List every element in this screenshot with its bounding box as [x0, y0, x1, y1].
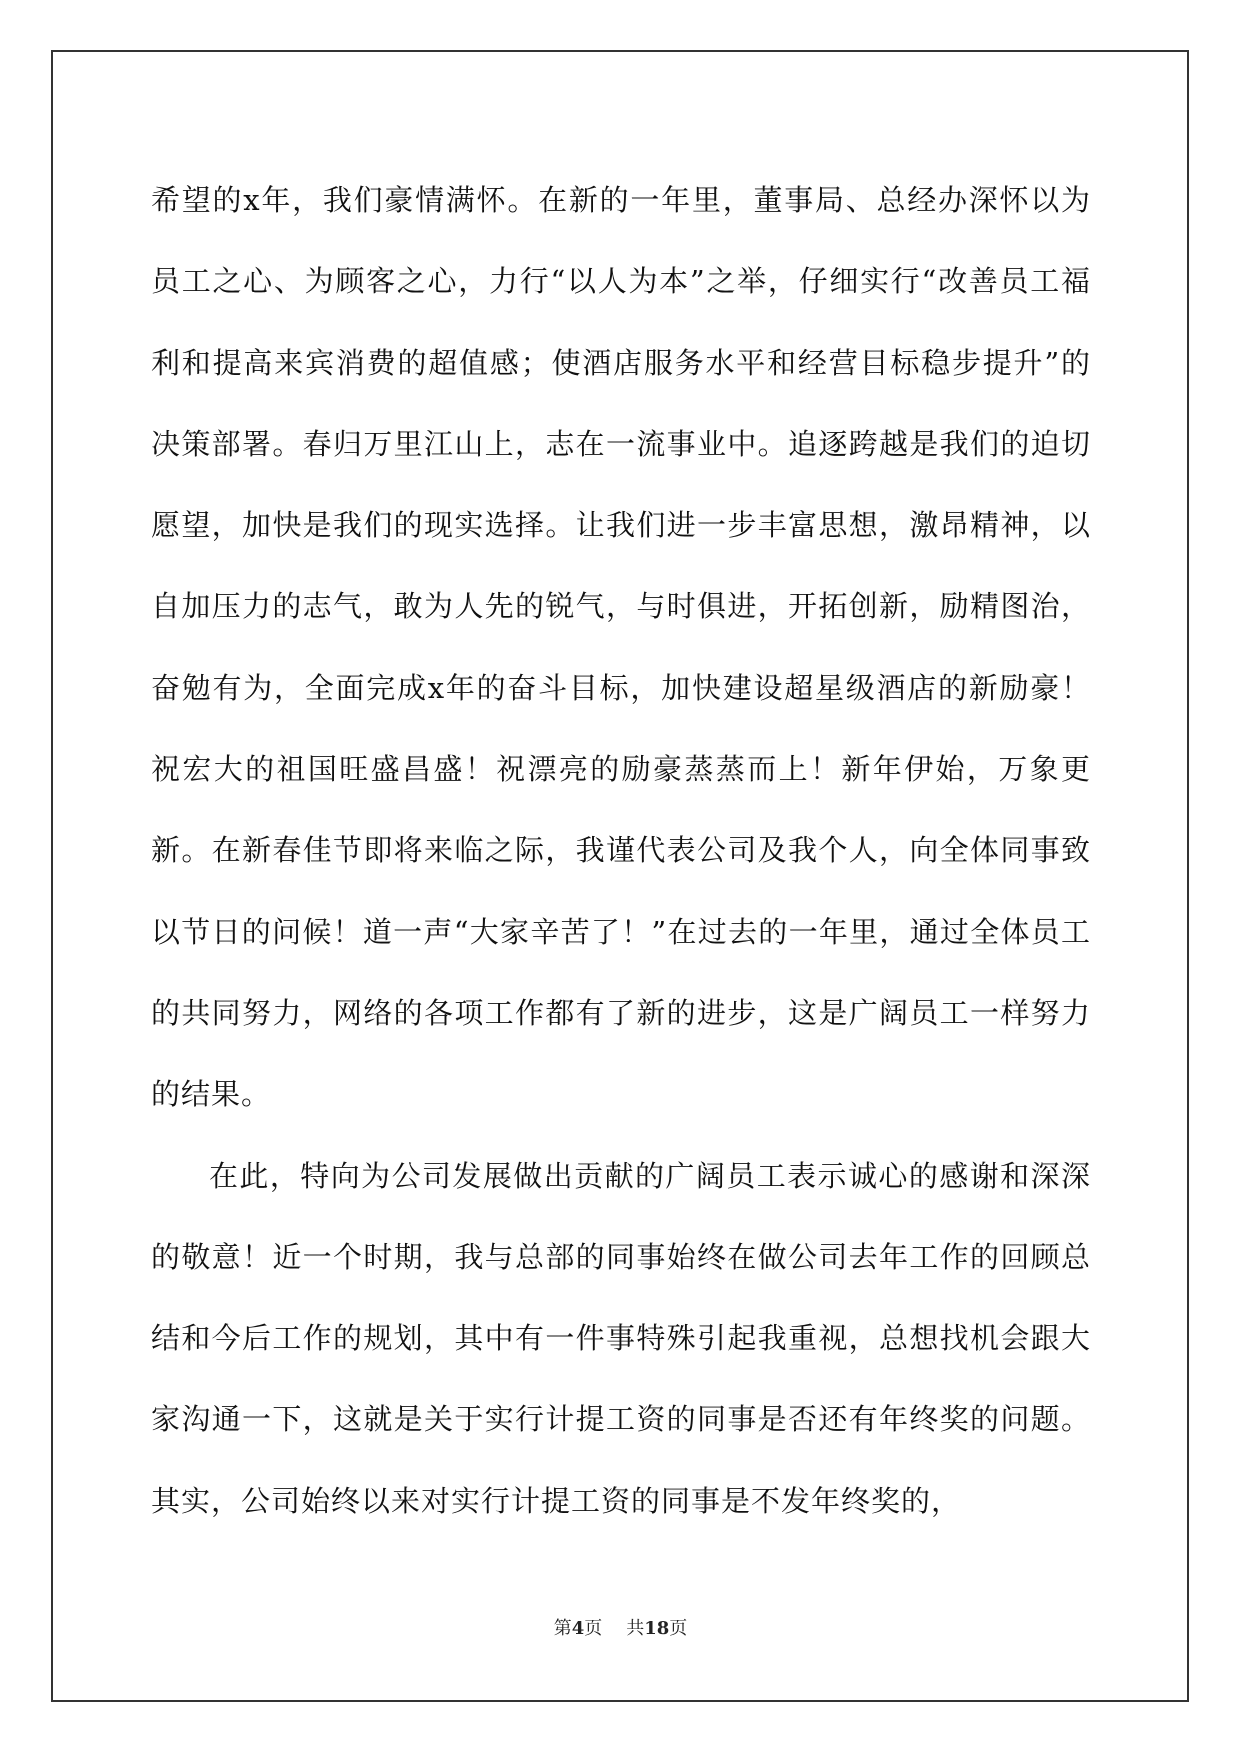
paragraph: 希望的x年，我们豪情满怀。在新的一年里，董事局、总经办深怀以为员工之心、为顾客之心，力行“以人为本”之举，仔细实行“改善员工福利和提高来宾消费的超值感；使酒店服务水平和经营目标稳步提升”的决策部署。春归万里江山上，志在一流事业中。追逐跨越是我们的迫切愿望，加快是我们的现实选择。让我们进一步丰富思想，激昂精神，以自加压力的志气，敢为人先的锐气，与时俱进，开拓创新，励精图治，奋勉有为，全面完成x年的奋斗目标，加快建设超星级酒店的新励豪！祝宏大的祖国旺盛昌盛！祝漂亮的励豪蒸蒸而上！新年伊始，万象更新。在新春佳节即将来临之际，我谨代表公司及我个人，向全体同事致以节日的问候！道一声“大家辛苦了！”在过去的一年里，通过全体员工的共同努力，网络的各项工作都有了新的进步，这是广阔员工一样努力的结果。	[151, 183, 1091, 1112]
page-prefix: 第	[553, 1618, 572, 1639]
page-number: 4	[571, 1618, 585, 1639]
paragraph: 在此，特向为公司发展做出贡献的广阔员工表示诚心的感谢和深深的敬意！近一个时期，我与总部的同事始终在做公司去年工作的回顾总结和今后工作的规划，其中有一件事特殊引起我重视，总想找机会跟大家沟通一下，这就是关于实行计提工资的同事是否还有年终奖的问题。其实，公司始终以来对实行计提工资的同事是不发年终奖的，	[151, 1158, 1091, 1518]
total-prefix: 共	[626, 1618, 645, 1639]
total-pages: 18	[644, 1618, 670, 1639]
page-unit: 页	[584, 1618, 603, 1639]
document-body	[151, 160, 1091, 1542]
total-unit: 页	[669, 1618, 688, 1639]
page-footer	[0, 1614, 1241, 1640]
